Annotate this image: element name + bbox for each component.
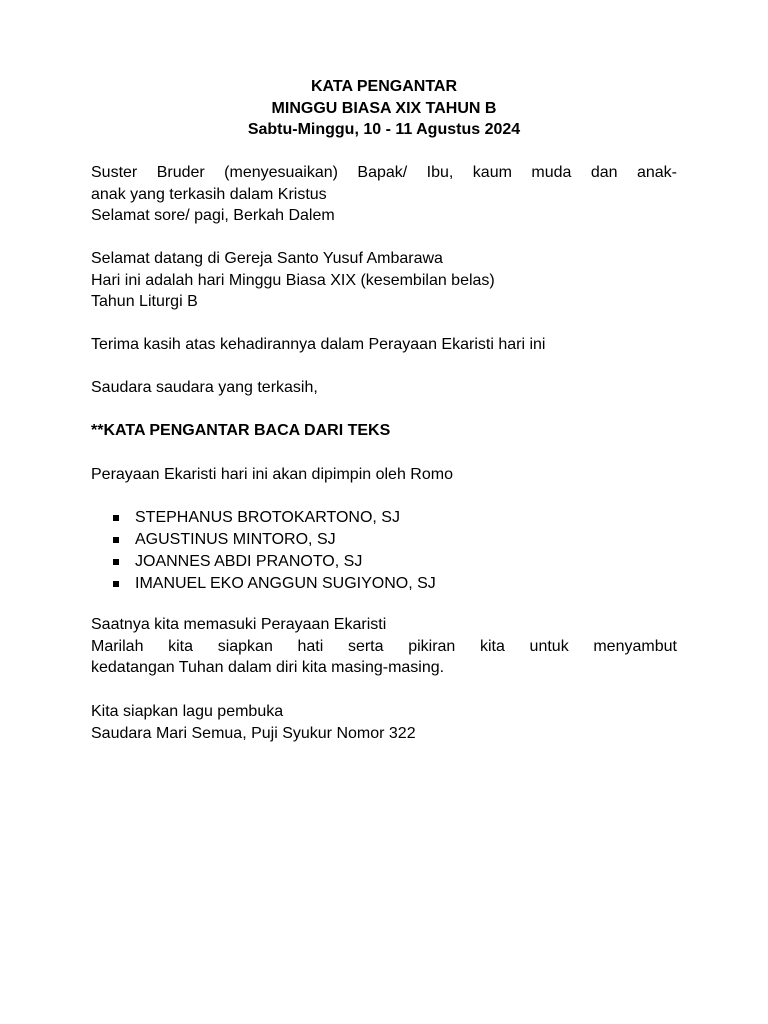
bullet-icon <box>113 581 119 587</box>
greeting-word: kaum <box>472 164 512 181</box>
greeting-word: Suster <box>91 164 138 181</box>
greeting-word: (menyesuaikan) <box>224 164 338 181</box>
thanks-line: Terima kasih atas kehadirannya dalam Perayaan Ekaristi hari ini <box>91 336 546 353</box>
greeting-word: Ibu, <box>426 164 454 181</box>
closing-word: hati <box>297 637 324 655</box>
welcome-line-2: Hari ini adalah hari Minggu Biasa XIX (kesembilan belas) <box>91 271 495 289</box>
closing-word: pikiran <box>408 637 456 655</box>
list-item <box>113 529 436 551</box>
presider-name: IMANUEL EKO ANGGUN SUGIYONO, SJ <box>135 575 436 592</box>
presider-name: STEPHANUS BROTOKARTONO, SJ <box>135 509 400 526</box>
document-title <box>0 76 768 141</box>
bullet-icon <box>113 515 119 521</box>
list-item <box>113 573 436 595</box>
closing-word: kita <box>168 637 194 655</box>
closing-word: siapkan <box>217 637 273 655</box>
bullet-icon <box>113 537 119 543</box>
list-item <box>113 551 436 573</box>
welcome-line-1: Selamat datang di Gereja Santo Yusuf Ambarawa <box>91 250 443 267</box>
greeting-paragraph <box>91 162 677 227</box>
presider-intro-paragraph <box>91 464 677 486</box>
closing-line-2 <box>91 636 677 658</box>
greeting-word: Bruder <box>156 164 205 181</box>
greeting-word: anak- <box>636 164 677 181</box>
closing-paragraph <box>91 614 677 679</box>
greeting-line-2: anak yang terkasih dalam Kristus <box>91 185 327 203</box>
closing-word: menyambut <box>593 637 677 655</box>
opening-song-line-1: Kita siapkan lagu pembuka <box>91 703 284 720</box>
presider-intro-line: Perayaan Ekaristi hari ini akan dipimpin oleh Romo <box>91 466 453 483</box>
welcome-line-3: Tahun Liturgi B <box>91 293 198 310</box>
opening-song-line-2: Saudara Mari Semua, Puji Syukur Nomor 322 <box>91 724 416 742</box>
instruction-paragraph <box>91 420 677 442</box>
greeting-word: Bapak/ <box>357 164 408 181</box>
instruction-line: **KATA PENGANTAR BACA DARI TEKS <box>91 422 391 439</box>
title-line-2: MINGGU BIASA XIX TAHUN B <box>271 99 497 117</box>
welcome-paragraph <box>91 248 677 313</box>
closing-line-1: Saatnya kita memasuki Perayaan Ekaristi <box>91 616 387 633</box>
greeting-word: dan <box>590 164 618 181</box>
presider-list <box>113 507 436 595</box>
greeting-word: muda <box>531 164 572 181</box>
closing-word: kita <box>479 637 505 655</box>
bullet-icon <box>113 559 119 565</box>
list-item <box>113 507 436 529</box>
address-line: Saudara saudara yang terkasih, <box>91 379 318 396</box>
closing-line-3: kedatangan Tuhan dalam diri kita masing-masing. <box>91 659 445 676</box>
thanks-paragraph <box>91 334 677 356</box>
presider-name: AGUSTINUS MINTORO, SJ <box>135 531 336 548</box>
title-line-1: KATA PENGANTAR <box>310 78 458 95</box>
greeting-line-1 <box>91 162 677 184</box>
greeting-line-3: Selamat sore/ pagi, Berkah Dalem <box>91 207 335 224</box>
presider-name: JOANNES ABDI PRANOTO, SJ <box>135 553 363 570</box>
title-line-3: Sabtu-Minggu, 10 - 11 Agustus 2024 <box>247 121 521 138</box>
closing-word: Marilah <box>91 637 144 655</box>
closing-word: untuk <box>529 637 569 655</box>
closing-word: serta <box>347 637 384 655</box>
opening-song-paragraph <box>91 701 677 744</box>
address-paragraph <box>91 377 677 399</box>
